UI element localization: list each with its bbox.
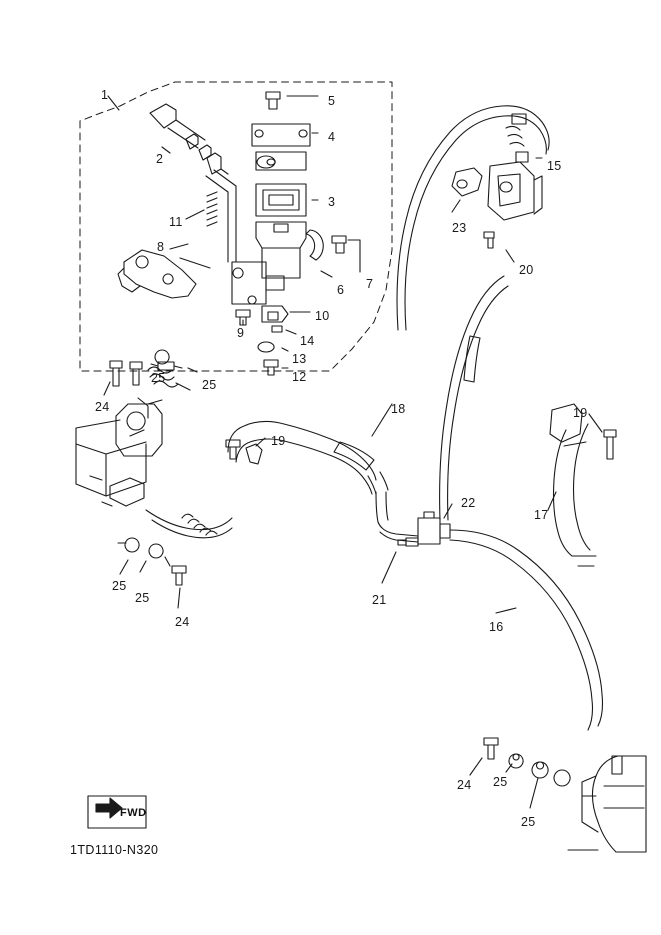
callout-number: 2 [156,152,164,166]
callout-number: 23 [452,221,467,235]
callout-number: 3 [328,195,336,209]
callout-number: 17 [534,508,549,522]
callout-number: 19 [573,406,588,420]
callout-number: 15 [547,159,562,173]
callout-number: 13 [292,352,307,366]
callout-number: 25 [135,591,150,605]
diagram-part-code: 1TD1110-N320 [70,843,159,857]
callout-number: 14 [300,334,315,348]
callout-number: 24 [95,400,110,414]
callout-number: 16 [489,620,504,634]
callout-number: 25 [112,579,127,593]
callout-number: 8 [157,240,165,254]
callout-number: 22 [461,496,476,510]
callout-number: 21 [372,593,387,607]
callout-number: 12 [292,370,307,384]
callout-number: 25 [521,815,536,829]
callout-number: 24 [175,615,190,629]
callout-number: 19 [271,434,286,448]
callout-number: 25 [151,371,166,385]
callout-number: 1 [101,88,109,102]
callout-number: 24 [457,778,472,792]
callout-number: 25 [202,378,217,392]
callout-number: 11 [169,215,183,229]
callout-number: 7 [366,277,374,291]
callout-number: 4 [328,130,336,144]
callout-number: 10 [315,309,330,323]
callout-number: 20 [519,263,534,277]
callout-number: 25 [493,775,508,789]
callout-number: 9 [237,326,245,340]
fwd-direction-label: FWD [120,807,147,819]
callout-number: 18 [391,402,406,416]
callout-number: 5 [328,94,336,108]
callout-number: 6 [337,283,345,297]
